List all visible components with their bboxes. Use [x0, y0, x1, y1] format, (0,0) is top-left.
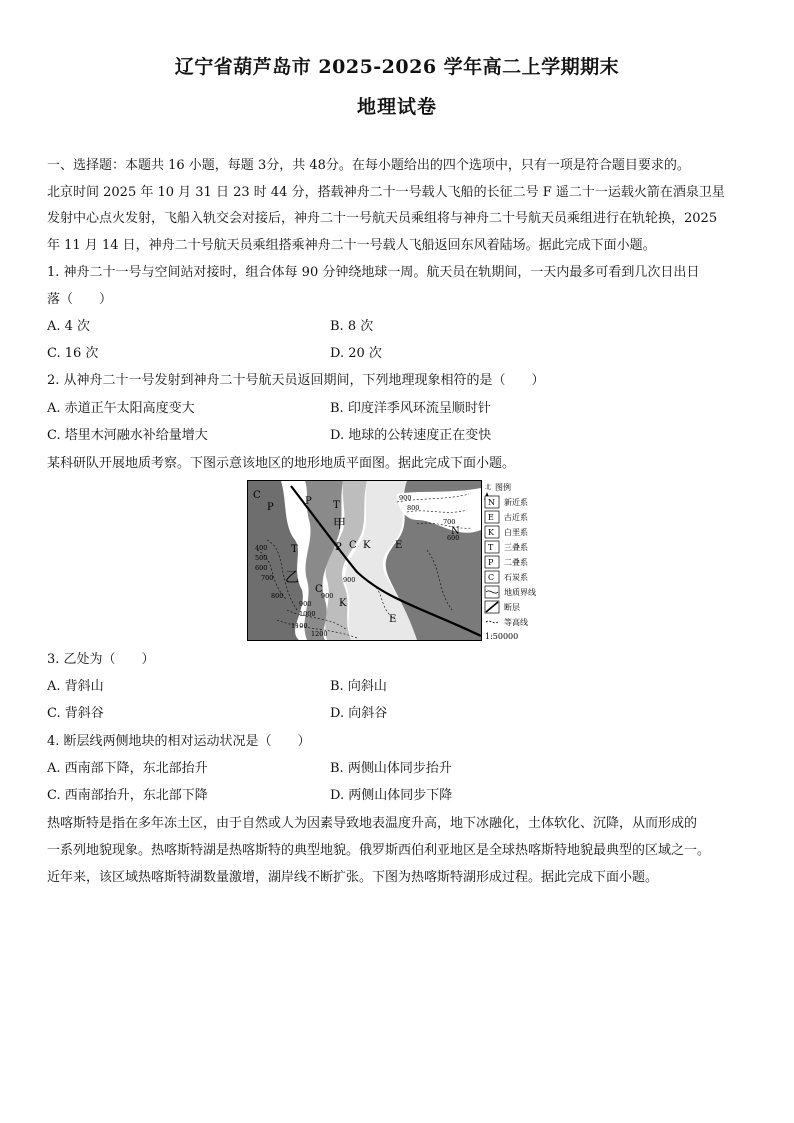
svg-text:600: 600	[255, 564, 268, 572]
svg-text:400: 400	[255, 544, 268, 552]
q1-option-c: C. 16 次	[47, 346, 99, 361]
svg-text:1100: 1100	[291, 622, 308, 630]
svg-text:二叠系: 二叠系	[504, 558, 528, 567]
label-t2: T	[291, 544, 298, 555]
q3-option-b: B. 向斜山	[330, 679, 387, 694]
svg-text:800: 800	[407, 504, 420, 512]
svg-text:T: T	[488, 543, 494, 552]
label-k1: K	[363, 540, 371, 551]
svg-text:三叠系: 三叠系	[504, 543, 528, 552]
q2-option-a: A. 赤道正午太阳高度变大	[47, 401, 195, 416]
q1-stem-line2: 落（ ）	[47, 292, 113, 307]
exam-title: 辽宁省葫芦岛市 2025-2026 学年高二上学期期末	[174, 56, 620, 78]
svg-text:等高线: 等高线	[504, 618, 528, 627]
svg-text:900: 900	[343, 576, 356, 584]
q4-option-a: A. 西南部下降，东北部抬升	[47, 761, 208, 776]
section-heading: 一、选择题：本题共 16 小题，每题 3分，共 48分。在每小题给出的四个选项中，只有一项是符合题目要求的。	[47, 158, 690, 173]
passage2: 某科研队开展地质考察。下图示意该地区的地形地质平面图。据此完成下面小题。	[47, 456, 516, 471]
q1-stem-line1: 1. 神舟二十一号与空间站对接时，组合体每 90 分钟绕地球一周。航天员在轨期间，一天内最多可看到几次日出日	[47, 265, 700, 280]
label-k2: K	[339, 598, 347, 609]
q2-option-d: D. 地球的公转速度正在变快	[330, 428, 492, 443]
svg-text:N: N	[488, 498, 495, 507]
svg-text:600: 600	[447, 534, 460, 542]
q1-option-a: A. 4 次	[47, 319, 91, 334]
svg-text:北: 北	[485, 484, 492, 491]
q1-option-b: B. 8 次	[330, 319, 374, 334]
svg-text:断层: 断层	[504, 603, 520, 612]
svg-text:1200: 1200	[311, 630, 328, 638]
svg-text:900: 900	[321, 592, 334, 600]
q4-option-d: D. 两侧山体同步下降	[330, 788, 453, 803]
label-e1: E	[395, 540, 403, 551]
svg-text:白垩系: 白垩系	[504, 528, 528, 537]
q1-option-d: D. 20 次	[330, 346, 382, 361]
passage1-line3: 年 11 月 14 日，神舟二十号航天员乘组搭乘神舟二十一号载人飞船返回东风着陆场。据此完成下面小题。	[47, 238, 656, 253]
svg-text:新近系: 新近系	[504, 498, 528, 507]
label-c1: C	[253, 490, 261, 501]
passage3-line3: 近年来，该区域热喀斯特湖数量激增，湖岸线不断扩张。下图为热喀斯特湖形成过程。据此完成下面小题。	[47, 870, 659, 885]
q2-option-b: B. 印度洋季风环流呈顺时针	[330, 401, 491, 416]
passage3-line1: 热喀斯特是指在多年冻土区，由于自然或人为因素导致地表温度升高，地下冰融化，土体软化、沉降，从而形成的	[47, 816, 698, 831]
svg-text:E: E	[488, 513, 494, 522]
q4-option-c: C. 西南部抬升，东北部下降	[47, 788, 208, 803]
svg-text:C: C	[488, 573, 495, 582]
q4-option-b: B. 两侧山体同步抬升	[330, 761, 452, 776]
label-t1: T	[333, 500, 340, 511]
map-legend	[484, 482, 536, 641]
label-p3: P	[335, 542, 342, 553]
label-c3: C	[315, 584, 323, 595]
svg-text:700: 700	[261, 574, 274, 582]
q3-stem: 3. 乙处为（ ）	[47, 652, 155, 667]
label-p1: P	[267, 502, 274, 513]
svg-text:900: 900	[399, 494, 412, 502]
q2-option-c: C. 塔里木河融水补给量增大	[47, 428, 208, 443]
svg-text:500: 500	[255, 554, 268, 562]
svg-text:700: 700	[443, 518, 456, 526]
svg-text:地质界线: 地质界线	[504, 588, 536, 597]
label-yi: 乙	[285, 570, 299, 586]
svg-text:800: 800	[271, 592, 284, 600]
svg-text:图例: 图例	[495, 483, 511, 492]
svg-text:石炭系: 石炭系	[504, 573, 528, 582]
label-p2: P	[305, 496, 312, 507]
passage1-line2: 发射中心点火发射，飞船入轨交会对接后，神舟二十一号航天员乘组将与神舟二十号航天员乘组进行在轨轮换，2025	[47, 211, 718, 226]
geology-map	[247, 480, 541, 644]
svg-text:P: P	[488, 558, 494, 567]
svg-text:1:50000: 1:50000	[485, 632, 519, 641]
exam-subtitle: 地理试卷	[356, 96, 437, 118]
q3-option-c: C. 背斜谷	[47, 706, 104, 721]
label-jia: 甲	[333, 517, 347, 532]
svg-text:1000: 1000	[299, 610, 316, 618]
label-c2: C	[349, 540, 357, 551]
q3-option-d: D. 向斜谷	[330, 706, 388, 721]
label-n: N	[451, 526, 460, 537]
passage3-line2: 一系列地貌现象。热喀斯特湖是热喀斯特的典型地貌。俄罗斯西伯利亚地区是全球热喀斯特地貌最典型的区域之一。	[47, 843, 711, 858]
passage1-line1: 北京时间 2025 年 10 月 31 日 23 时 44 分，搭载神舟二十一号载人飞船的长征二号 F 遥二十一运载火箭在酒泉卫星	[47, 185, 725, 200]
svg-text:古近系: 古近系	[504, 513, 528, 522]
q3-option-a: A. 背斜山	[47, 679, 104, 694]
label-e2: E	[389, 614, 397, 625]
svg-text:K: K	[488, 528, 494, 537]
svg-text:900: 900	[299, 600, 312, 608]
q2-stem: 2. 从神舟二十一号发射到神舟二十号航天员返回期间，下列地理现象相符的是（ ）	[47, 373, 545, 388]
q4-stem: 4. 断层线两侧地块的相对运动状况是（ ）	[47, 734, 311, 749]
